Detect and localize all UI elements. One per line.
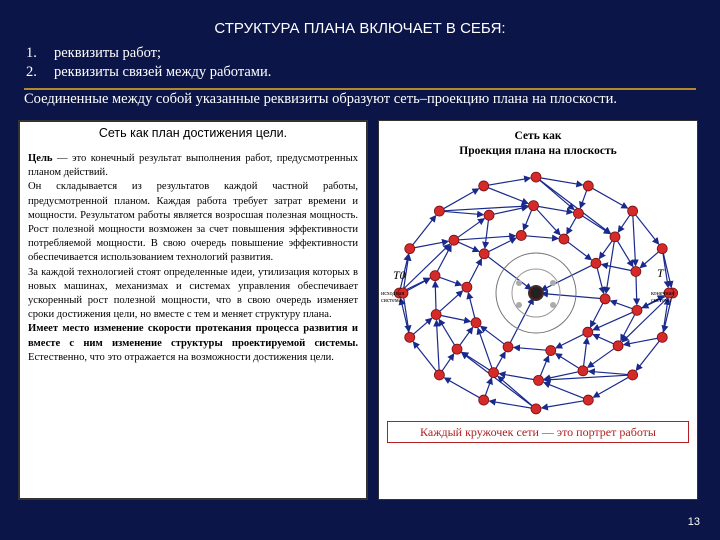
- network-edge: [536, 177, 610, 233]
- network-node: [471, 318, 481, 328]
- network-edge: [462, 353, 536, 409]
- network-node: [531, 172, 541, 182]
- network-edge: [439, 211, 483, 215]
- right-diagram-panel: [378, 120, 698, 500]
- paragraph-speed: [28, 322, 358, 365]
- network-edge: [410, 216, 436, 249]
- list-item-number: 2.: [26, 64, 37, 80]
- left-panel-body: [28, 152, 358, 365]
- network-edge: [589, 371, 633, 375]
- network-edge: [588, 346, 618, 368]
- network-edge: [593, 310, 637, 329]
- network-edge: [588, 186, 627, 208]
- start-system-label-line1: исходная: [381, 291, 405, 297]
- network-edge: [439, 189, 478, 211]
- network-node: [632, 305, 642, 315]
- network-node: [657, 332, 667, 342]
- network-node: [434, 370, 444, 380]
- network-node: [559, 234, 569, 244]
- network-edge: [578, 213, 609, 233]
- end-system-label-line2: система: [651, 298, 672, 304]
- left-panel-heading: Сеть как план достижения цели.: [98, 126, 288, 140]
- network-edge: [606, 237, 615, 293]
- paragraph-speed-bold: Имеет место изменение скорости протекания процесса развития и вместе с ним изменение структуры проектируемой системы.: [28, 323, 358, 349]
- network-node: [479, 181, 489, 191]
- network-node: [489, 368, 499, 378]
- network-edge: [542, 400, 588, 408]
- slide-title: СТРУКТУРА ПЛАНА ВКЛЮЧАЕТ В СЕБЯ:: [214, 20, 506, 37]
- network-edge: [436, 321, 439, 375]
- network-node: [462, 282, 472, 292]
- network-node: [631, 266, 641, 276]
- network-edge: [454, 236, 515, 240]
- start-system-label-line2: система: [381, 298, 402, 304]
- network-node: [516, 230, 526, 240]
- goal-term: Цель: [28, 153, 53, 164]
- network-node: [528, 201, 538, 211]
- network-node: [530, 287, 542, 299]
- summary-text: Соединенные между собой указанные реквизиты образуют сеть–проекцию плана на плоскости.: [24, 91, 618, 107]
- network-node: [405, 332, 415, 342]
- network-edge: [541, 263, 596, 290]
- network-node: [534, 375, 544, 385]
- network-node: [613, 341, 623, 351]
- requirements-list: [26, 44, 706, 82]
- network-node: [452, 344, 462, 354]
- paragraph-works: Он складывается из результатов каждой частной работы, предусмотренной планом. Каждая работа требует затрат времени и мощности. Результатом работы является возросшая полезная мощность. Рост полезной мощности возможен за счет повышения эффективности потребляемой мощности. В свою очередь повышение эффективности обеспечивается использованием технологий развития.: [28, 181, 358, 264]
- t0-label: [393, 268, 406, 282]
- network-edge: [499, 374, 538, 381]
- network-edge: [514, 347, 551, 350]
- network-edge: [454, 219, 484, 241]
- network-nodes: [394, 172, 677, 414]
- network-node: [449, 235, 459, 245]
- network-edge: [484, 186, 528, 203]
- network-node: [531, 404, 541, 414]
- network-node: [484, 210, 494, 220]
- network-edge: [410, 241, 448, 248]
- network-node: [479, 249, 489, 259]
- network-edge: [544, 383, 588, 400]
- list-item: [26, 44, 706, 63]
- paragraph-goal: [28, 152, 358, 180]
- network-edge: [633, 211, 636, 265]
- network-node: [430, 271, 440, 281]
- paragraph-technologies: За каждой технологией стоят определенные идеи, утилизация которых в новых машинах, механизмах и системах управления обеспечивает ускоренный рост полезной мощности, что в свою очередь изменяет сроки достижения цели, но вместе с тем и меняет структуру плана.: [28, 266, 358, 321]
- network-node: [405, 244, 415, 254]
- paragraph-speed-tail: Естественно, что это отражается на возможности достижения цели.: [28, 351, 334, 363]
- network-node: [503, 342, 513, 352]
- network-node: [657, 244, 667, 254]
- network-node: [479, 395, 489, 405]
- network-edge: [542, 294, 605, 299]
- list-item: [26, 63, 706, 82]
- t-label: T: [657, 266, 664, 280]
- network-edge: [624, 337, 662, 344]
- network-diagram: [379, 121, 699, 421]
- right-heading-line2: Проекция плана на плоскость: [459, 145, 617, 157]
- t0-label-text: T0: [393, 268, 406, 282]
- network-node: [583, 327, 593, 337]
- network-node: [610, 232, 620, 242]
- network-node: [628, 370, 638, 380]
- left-text-panel: [18, 120, 368, 500]
- network-node: [600, 294, 610, 304]
- network-edge: [594, 375, 633, 397]
- page-number: 13: [687, 516, 700, 528]
- network-node: [578, 366, 588, 376]
- list-item-text: реквизиты связей между работами.: [54, 64, 272, 80]
- network-edge: [413, 342, 439, 375]
- goal-definition: — это конечный результат выполнения работ, предусмотренных планом действий.: [28, 153, 358, 179]
- network-edge: [636, 337, 662, 370]
- network-node: [583, 181, 593, 191]
- divider-rule: [24, 88, 696, 90]
- diagram-caption: Каждый кружочек сети — это портрет работы: [387, 421, 689, 443]
- network-edge: [521, 235, 558, 238]
- network-edge: [478, 328, 494, 372]
- right-heading-line1: Сеть как: [514, 130, 562, 142]
- network-edge: [445, 378, 484, 400]
- list-item-number: 1.: [26, 45, 37, 61]
- end-system-label-line1: конечная: [651, 291, 674, 297]
- network-edge: [462, 352, 493, 372]
- network-node: [434, 206, 444, 216]
- network-edge: [633, 211, 659, 244]
- network-node: [591, 258, 601, 268]
- network-node: [583, 395, 593, 405]
- list-item-text: реквизиты работ;: [54, 45, 162, 61]
- network-node: [431, 310, 441, 320]
- network-edge: [484, 178, 530, 186]
- network-node: [628, 206, 638, 216]
- network-node: [546, 346, 556, 356]
- network-node: [573, 208, 583, 218]
